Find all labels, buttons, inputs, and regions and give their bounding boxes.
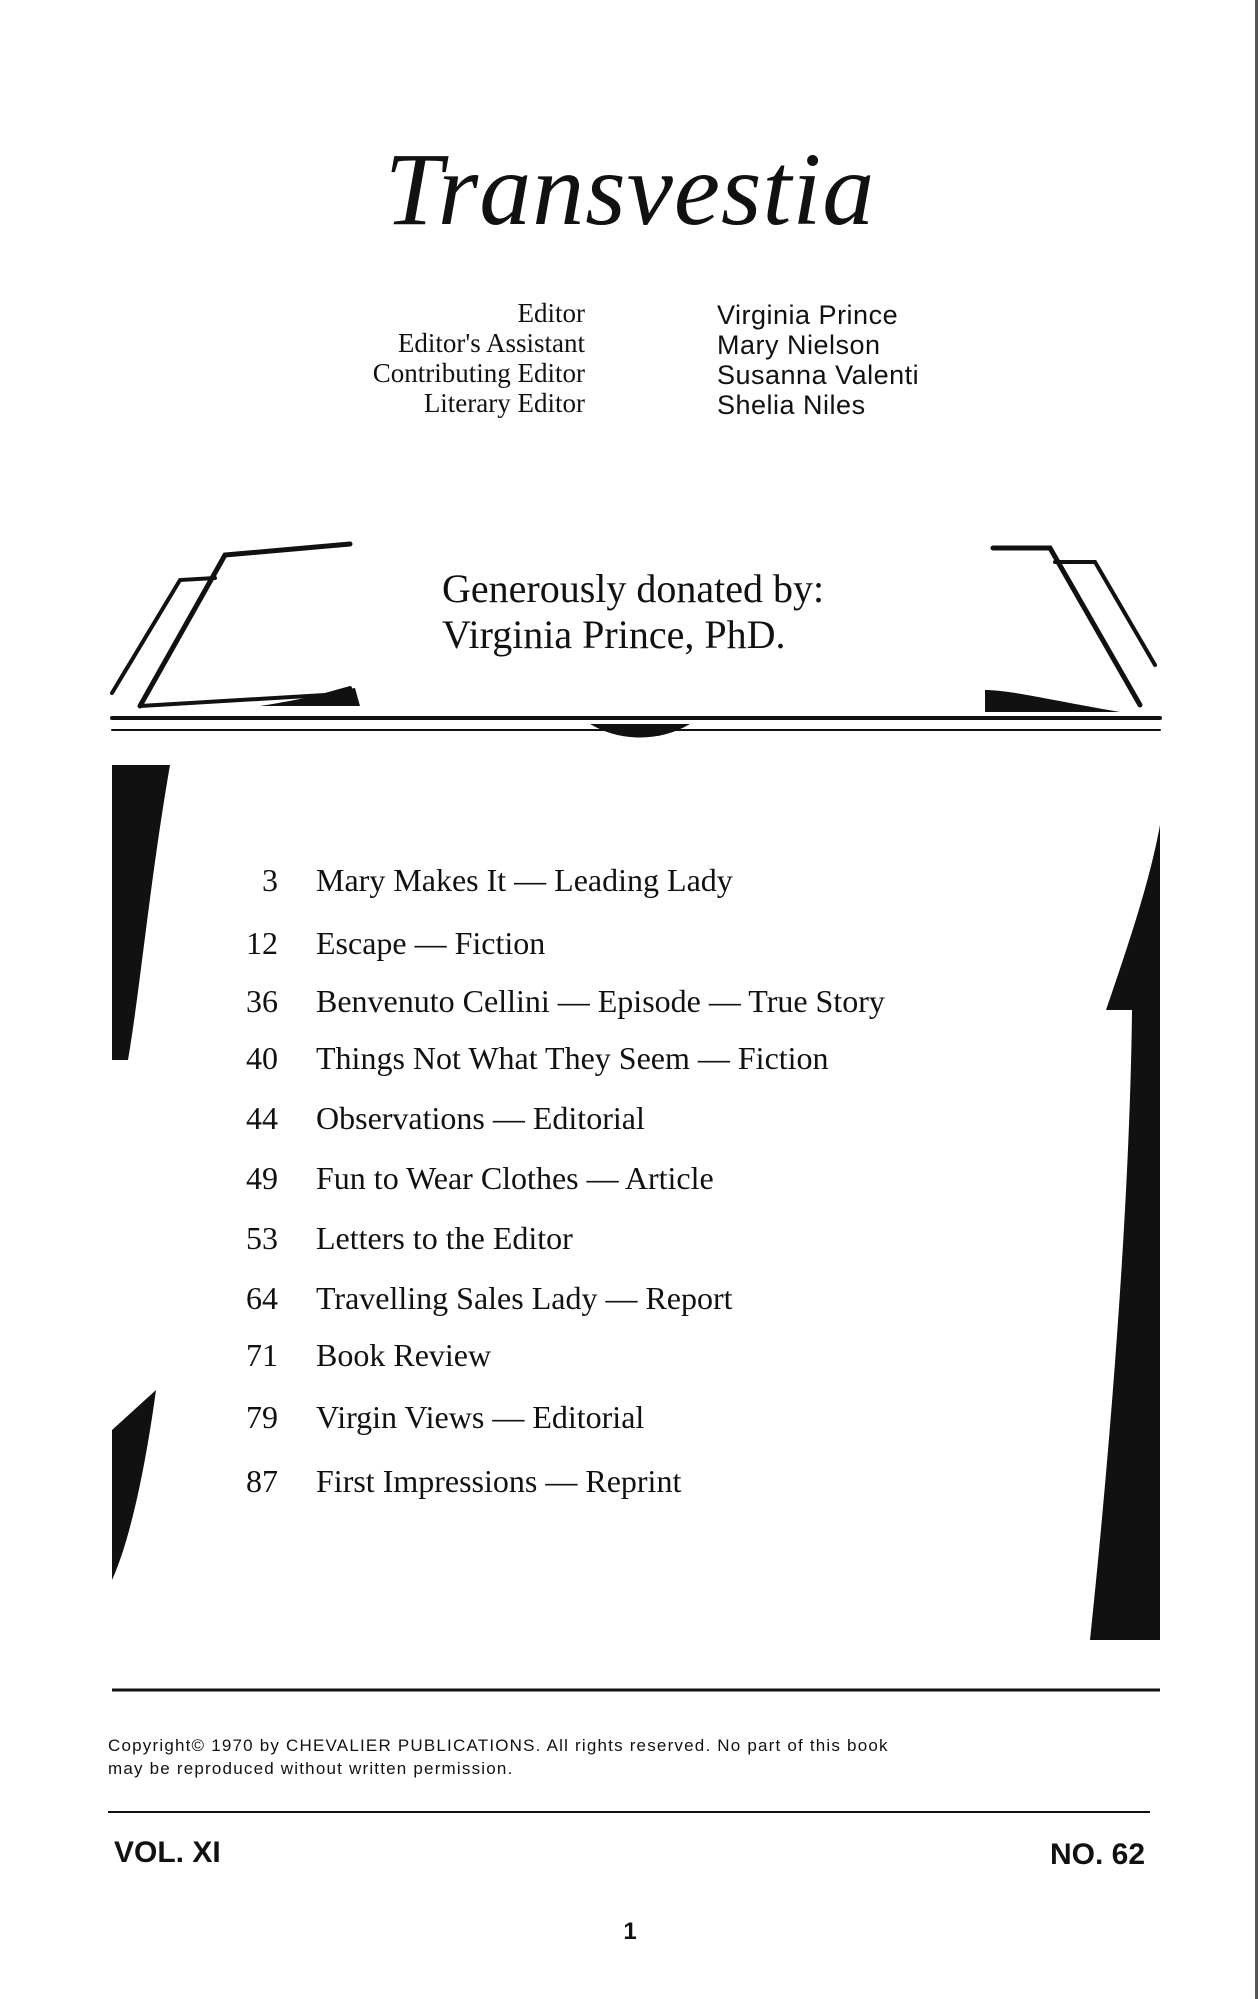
copyright-notice <box>108 1734 1163 1780</box>
staff-name: Shelia Niles <box>717 390 866 420</box>
toc-page-number: 36 <box>246 983 278 1019</box>
donation-line-2: Virginia Prince, PhD. <box>442 612 786 657</box>
left-bracket-top <box>112 765 170 1060</box>
toc-page-number: 53 <box>246 1220 278 1256</box>
toc-title: Mary Makes It — Leading Lady <box>316 862 733 898</box>
toc-title: Letters to the Editor <box>316 1220 573 1256</box>
ornament-ink-right <box>985 690 1120 712</box>
copyright-line-1: Copyright© 1970 by CHEVALIER PUBLICATIONS. All rights reserved. No part of this book <box>108 1736 889 1755</box>
toc-page-number: 3 <box>262 862 278 898</box>
toc-title: Travelling Sales Lady — Report <box>316 1280 733 1316</box>
toc-title: Virgin Views — Editorial <box>316 1399 645 1435</box>
page-number: 1 <box>623 1918 637 1945</box>
staff-role: Contributing Editor <box>372 358 585 388</box>
toc-page-number: 44 <box>246 1100 278 1136</box>
copyright-line-2: may be reproduced without written permission. <box>108 1759 514 1778</box>
toc-page-number: 40 <box>246 1040 278 1076</box>
toc-page-number: 64 <box>246 1280 278 1316</box>
right-bracket <box>1090 825 1160 1640</box>
staff-role: Editor's Assistant <box>397 328 585 358</box>
issue-label: NO. 62 <box>1050 1838 1146 1871</box>
toc-page-number: 12 <box>246 925 278 961</box>
toc-page-number: 49 <box>246 1160 278 1196</box>
staff-name: Mary Nielson <box>717 330 881 360</box>
toc-title: Observations — Editorial <box>316 1100 645 1136</box>
toc-page-number: 79 <box>246 1399 278 1435</box>
magazine-title: Transvestia <box>384 132 876 247</box>
toc-title: First Impressions — Reprint <box>316 1463 682 1499</box>
toc-title: Escape — Fiction <box>316 925 546 961</box>
toc-page-number: 87 <box>246 1463 278 1499</box>
donation-note <box>442 566 824 658</box>
toc-page-number: 71 <box>246 1337 278 1373</box>
staff-role: Editor <box>517 298 585 328</box>
staff-role: Literary Editor <box>423 388 585 418</box>
donation-line-1: Generously donated by: <box>442 566 825 611</box>
toc-title: Book Review <box>316 1337 492 1373</box>
toc-title: Benvenuto Cellini — Episode — True Story <box>316 983 885 1019</box>
left-bracket-bottom <box>112 1390 156 1580</box>
ornament-spine <box>590 724 690 738</box>
volume-label: VOL. XI <box>114 1836 221 1869</box>
toc-title: Fun to Wear Clothes — Article <box>316 1160 714 1196</box>
toc-title: Things Not What They Seem — Fiction <box>316 1040 829 1076</box>
staff-name: Susanna Valenti <box>717 360 920 390</box>
staff-name: Virginia Prince <box>717 300 899 330</box>
